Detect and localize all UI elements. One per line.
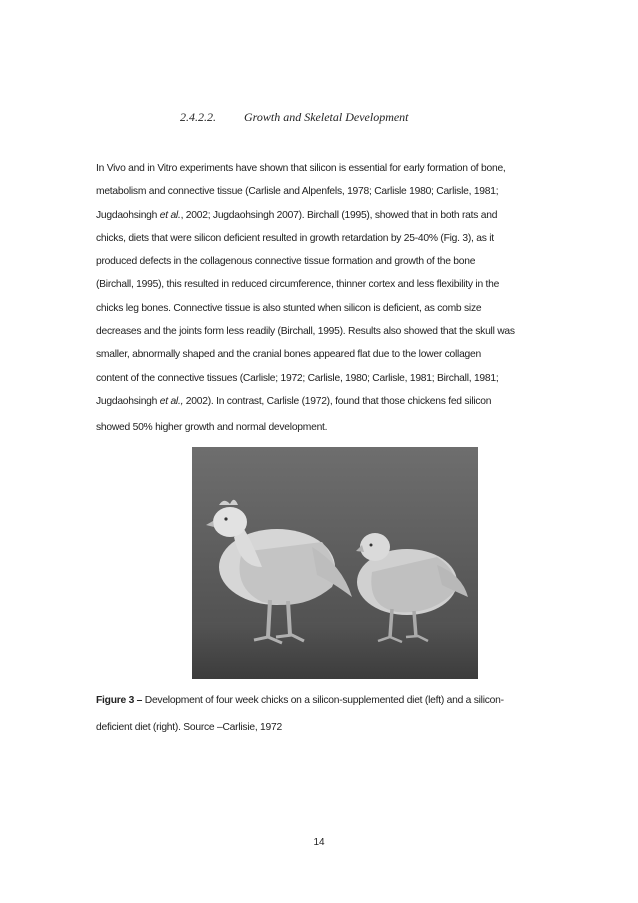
text-line: decreases and the joints form less readily (Birchall, 1995). Results also showed that the skull was <box>96 326 515 338</box>
text-line: metabolism and connective tissue (Carlisle and Alpenfels, 1978; Carlisle 1980; Carlisle, 1981; <box>96 186 499 198</box>
text-line: (Birchall, 1995), this resulted in reduced circumference, thinner cortex and less flexibility in the <box>96 279 500 291</box>
text-line: content of the connective tissues (Carlisle; 1972; Carlisle, 1980; Carlisle, 1981; Birchall, 1981; <box>96 372 499 384</box>
section-title: Growth and Skeletal Development <box>244 110 409 124</box>
text-line: showed 50% higher growth and normal development. <box>96 422 328 434</box>
page-number: 14 <box>313 837 325 848</box>
caption-line: deficient diet (right). Source –Carlisie, 1972 <box>96 722 282 733</box>
text-line: In Vivo and in Vitro experiments have shown that silicon is essential for early formation of bone, <box>96 163 506 174</box>
text-line: chicks, diets that were silicon deficient resulted in growth retardation by 25-40% (Fig. 3), as it <box>96 232 494 244</box>
section-number: 2.4.2.2. <box>180 110 216 124</box>
figure-caption <box>96 687 566 741</box>
text-line: produced defects in the collagenous connective tissue formation and growth of the bone <box>96 256 476 268</box>
figure-label: Figure 3 – <box>96 695 143 706</box>
text-line: chicks leg bones. Connective tissue is also stunted when silicon is deficient, as comb size <box>96 302 482 314</box>
text-line: Jugdaohsingh et al., 2002). In contrast, Carlisle (1972), found that those chickens fed silicon <box>96 395 492 407</box>
caption-line: Figure 3 – Development of four week chicks on a silicon-supplemented diet (left) and a silicon- <box>96 695 504 706</box>
chicks-photo <box>192 447 478 679</box>
body-paragraph <box>96 157 566 440</box>
text-line: Jugdaohsingh et al., 2002; Jugdaohsingh 2007). Birchall (1995), showed that in both rats and <box>96 209 498 221</box>
text-line: smaller, abnormally shaped and the cranial bones appeared flat due to the lower collagen <box>96 349 481 361</box>
